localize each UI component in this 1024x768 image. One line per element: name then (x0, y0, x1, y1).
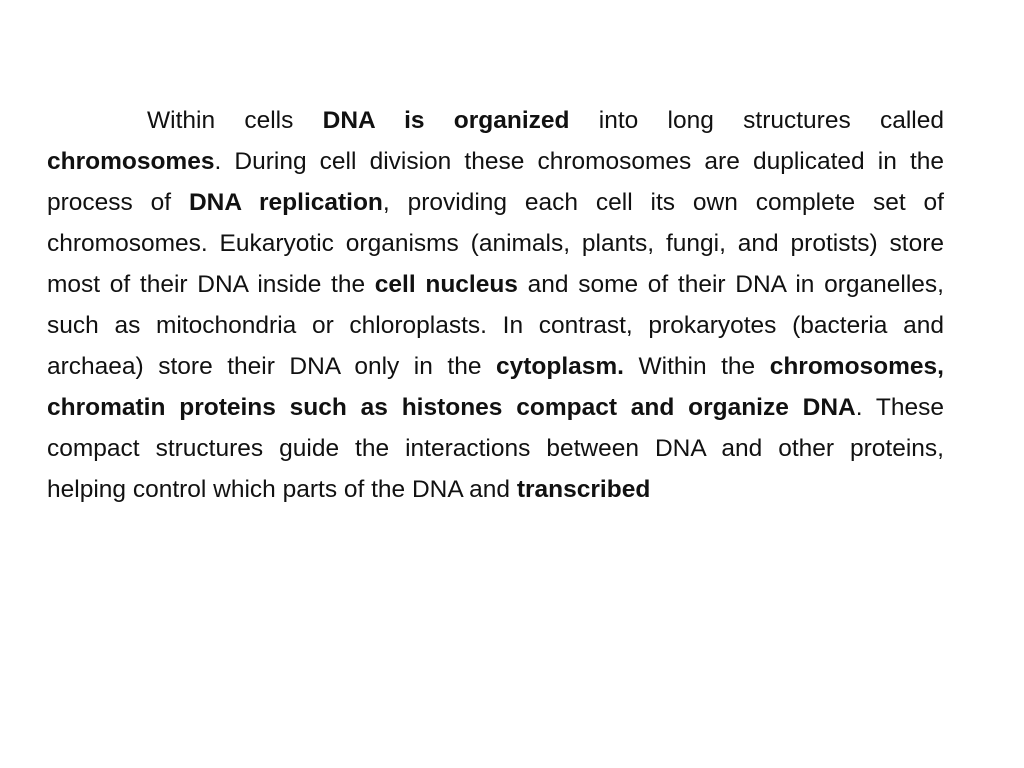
text-segment: into long structures called (569, 107, 944, 134)
text-segment: , providing each cell its own complete set of chromosomes. Eukaryotic organisms (animals, plants, fungi, and protists) store most of their DNA inside the (47, 189, 944, 298)
text-segment: Within the (623, 353, 770, 380)
bold-term-transcribed: transcribed (516, 476, 651, 503)
body-paragraph (47, 100, 944, 510)
bold-term-dna-is-organized: DNA is organized (322, 107, 570, 134)
bold-term-chromatin-proteins: chromosomes, chromatin proteins such as histones compact and organize DNA (47, 353, 944, 421)
text-segment: Within cells (147, 107, 323, 134)
bold-term-dna-replication: DNA replication (188, 189, 383, 216)
text-segment: . These compact structures guide the interactions between DNA and other proteins, helping control which parts of the DNA and (47, 394, 945, 503)
text-segment: . During cell division these chromosomes are duplicated in the process of (47, 148, 944, 216)
text-segment: and some of their DNA in organelles, such as mitochondria or chloroplasts. In contrast, prokaryotes (bacteria and archaea) store their DNA only in the (47, 271, 944, 380)
bold-term-chromosomes: chromosomes (47, 148, 215, 175)
bold-term-cytoplasm: cytoplasm. (495, 353, 624, 380)
bold-term-cell-nucleus: cell nucleus (374, 271, 518, 298)
